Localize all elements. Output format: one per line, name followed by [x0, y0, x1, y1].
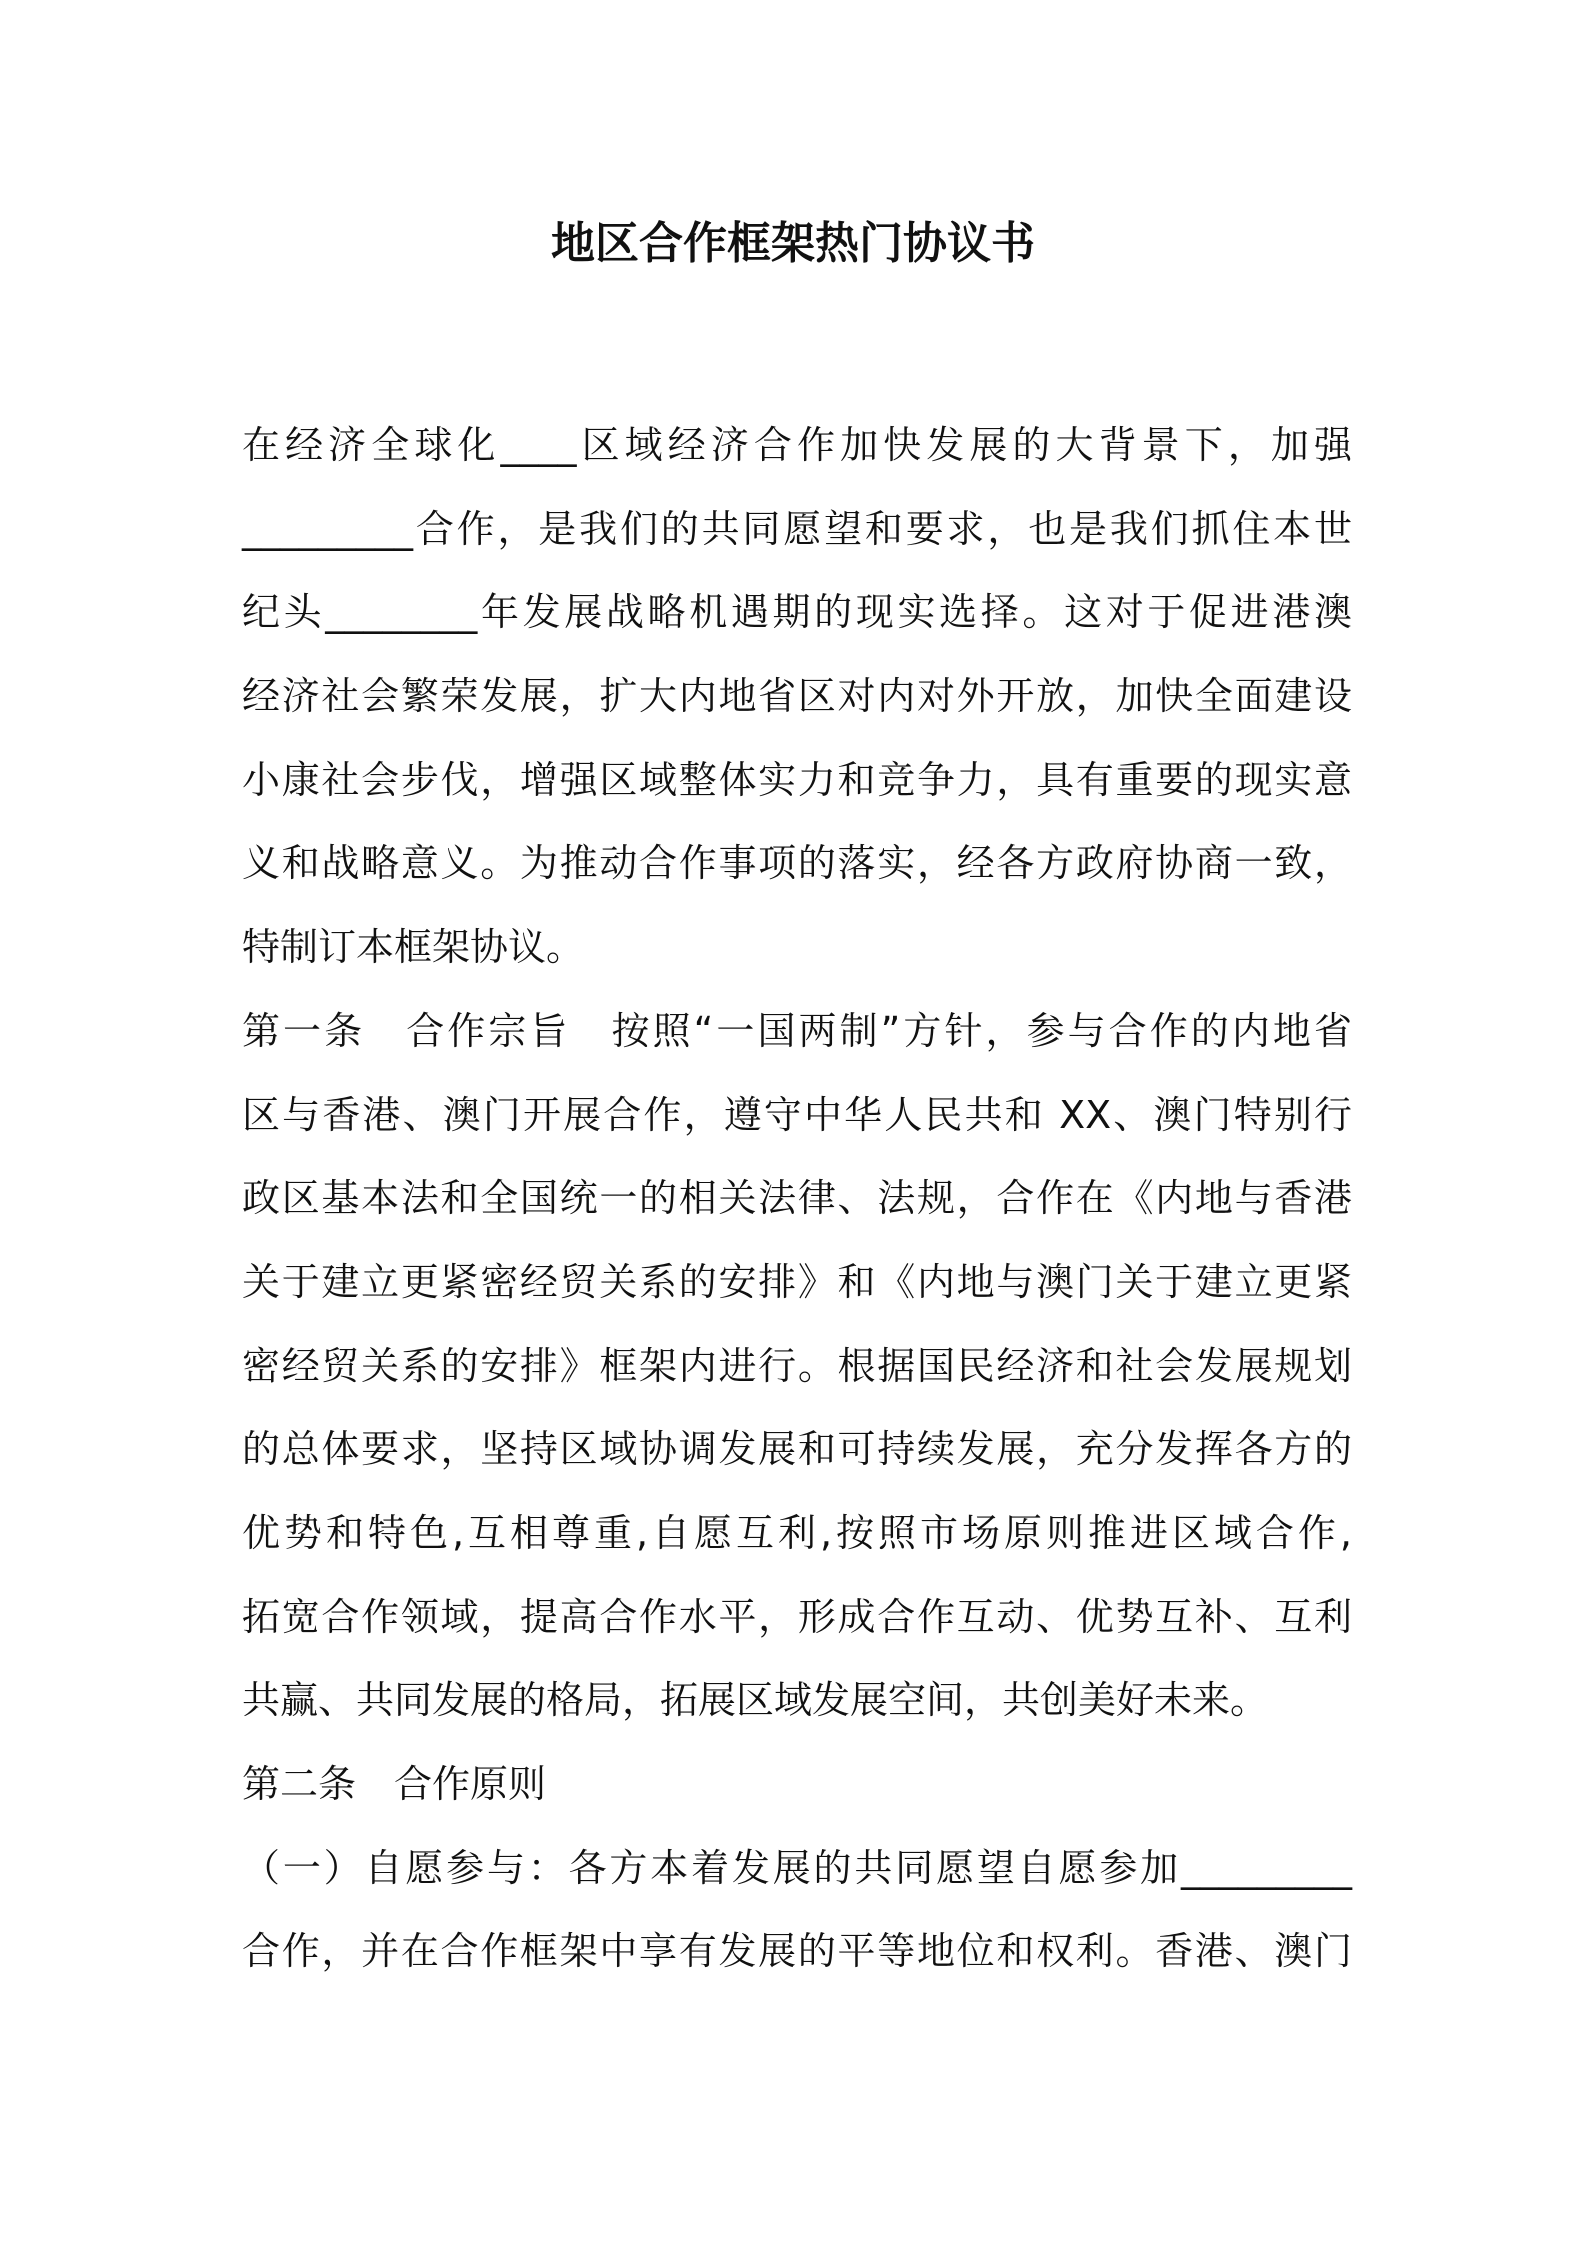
- document-body: [242, 404, 1352, 1994]
- body-line: 政区基本法和全国统一的相关法律、法规，合作在《内地与香港: [242, 1176, 1352, 1221]
- body-line: 小康社会步伐，增强区域整体实力和竞争力，具有重要的现实意: [242, 757, 1352, 802]
- body-line: 密经贸关系的安排》框架内进行。根据国民经济和社会发展规划: [242, 1343, 1352, 1388]
- article-heading-line: 第二条 合作原则: [242, 1762, 547, 1806]
- body-line: 关于建立更紧密经贸关系的安排》和《内地与澳门关于建立更紧: [242, 1259, 1352, 1304]
- body-line: 共赢、共同发展的格局，拓展区域发展空间，共创美好未来。: [242, 1678, 1269, 1723]
- body-line: 的总体要求，坚持区域协调发展和可持续发展，充分发挥各方的: [242, 1427, 1352, 1472]
- document-title: 地区合作框架热门协议书: [551, 218, 1035, 269]
- body-line: 合作，并在合作框架中享有发展的平等地位和权利。香港、澳门: [242, 1929, 1352, 1974]
- body-line: 纪头________年发展战略机遇期的现实选择。这对于促进港澳: [242, 590, 1352, 635]
- body-line: _________合作，是我们的共同愿望和要求，也是我们抓住本世: [242, 506, 1352, 551]
- article-heading-line: 第一条 合作宗旨 按照“一国两制”方针，参与合作的内地省: [242, 1008, 1352, 1053]
- body-line: 特制订本框架协议。: [242, 925, 585, 970]
- clause-line: （一）自愿参与：各方本着发展的共同愿望自愿参加_________: [242, 1845, 1352, 1890]
- body-line: 在经济全球化____区域经济合作加快发展的大背景下，加强: [242, 423, 1352, 467]
- body-line: 拓宽合作领域，提高合作水平，形成合作互动、优势互补、互利: [242, 1594, 1352, 1639]
- body-line: 区与香港、澳门开展合作，遵守中华人民共和 XX、澳门特别行: [242, 1092, 1352, 1137]
- body-line: 优势和特色,互相尊重,自愿互利,按照市场原则推进区域合作,: [242, 1510, 1352, 1555]
- body-line: 义和战略意义。为推动合作事项的落实，经各方政府协商一致，: [242, 841, 1352, 886]
- body-line: 经济社会繁荣发展，扩大内地省区对内对外开放，加快全面建设: [242, 674, 1352, 719]
